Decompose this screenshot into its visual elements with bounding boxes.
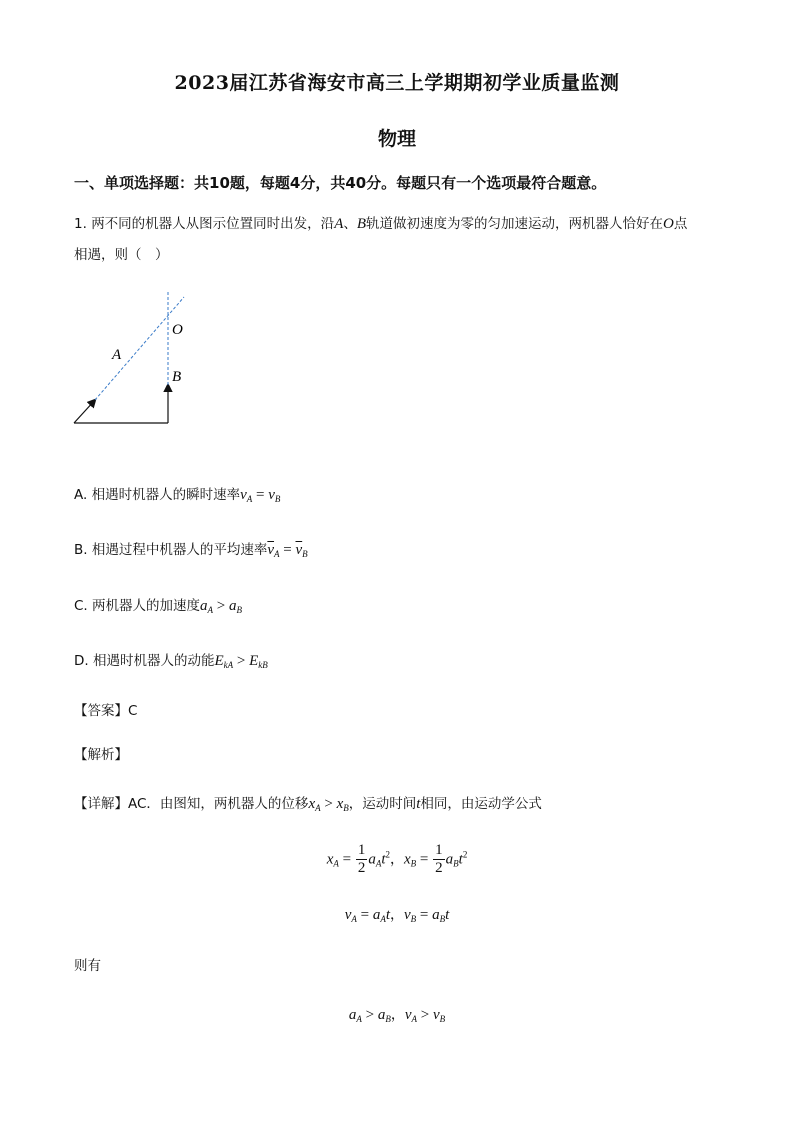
option-d[interactable]: D. 相遇时机器人的动能$E_{kA} > E_{kB}$ <box>74 653 268 670</box>
stem-text-c: 点 <box>673 216 688 232</box>
track-a-arrow <box>74 400 95 423</box>
track-a-dashed <box>95 297 184 400</box>
page-title: 2023届江苏省海安市高三上学期期初学业质量监测 <box>174 72 620 94</box>
stem-var-b: B <box>356 216 367 232</box>
answer-line <box>74 701 137 721</box>
answer-tag: 【答案】 <box>74 703 128 719</box>
option-a[interactable]: A. 相遇时机器人的瞬时速率$v_A = v_B$ <box>74 487 281 504</box>
question-number: 1. <box>74 216 87 232</box>
section-heading: 一、单项选择题：共10题，每题4分，共40分。每题只有一个选项最符合题意。 <box>74 174 607 192</box>
question-stem-line1 <box>74 214 687 234</box>
stem-text-b: 轨道做初速度为零的匀加速运动，两机器人恰好在 <box>366 216 664 232</box>
label-o: O <box>172 322 183 338</box>
analysis-detail: 【详解】AC．由图知，两机器人的位移$x_A > x_B$，运动时间t相同，由运动学公式 <box>74 796 542 813</box>
label-b: B <box>172 369 182 385</box>
label-a: A <box>112 347 122 363</box>
stem-text-a: 两不同的机器人从图示位置同时出发，沿 <box>91 216 335 232</box>
option-c[interactable]: C. 两机器人的加速度$a_A > a_B$ <box>74 598 242 615</box>
equation-conclusion: $a_A > a_B$，$v_A > v_B$ <box>348 1007 446 1024</box>
motion-diagram <box>60 285 200 430</box>
analysis-tag: 【解析】 <box>74 747 128 763</box>
stem-var-o: O <box>663 216 674 232</box>
answer-value: C <box>128 703 138 719</box>
question-stem-line2: 相遇，则（ ） <box>74 247 169 263</box>
stem-var-a: A <box>334 216 344 232</box>
option-b[interactable]: B. 相遇过程中机器人的平均速率$\overline{v}_A = \overline{v}_B$ <box>74 542 308 559</box>
subject-title: 物理 <box>377 128 416 150</box>
equation-displacement: $x_A$ = $\frac{1}{2}$ $a_At^2$，$x_B$ = $\frac{1}{2}$ $a_Bt^2$ <box>326 842 468 876</box>
then-text: 则有 <box>74 958 101 974</box>
stem-sep: 、 <box>343 216 357 232</box>
equation-velocity: $v_A = a_At$，$v_B = a_Bt$ <box>344 907 450 924</box>
